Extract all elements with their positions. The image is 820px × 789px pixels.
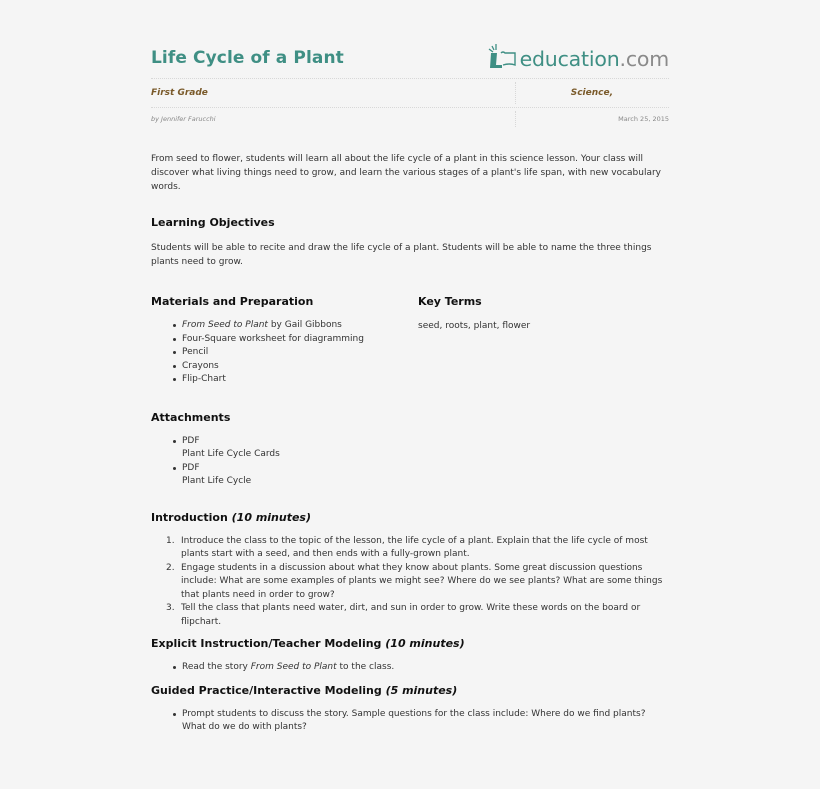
materials-list	[151, 319, 418, 387]
duration-label: (10 minutes)	[385, 637, 465, 650]
heading-text: Guided Practice/Interactive Modeling	[151, 683, 382, 697]
attachment-link[interactable]: Plant Life Cycle	[182, 476, 252, 486]
guided-practice-list	[151, 708, 669, 735]
step-text: Tell the class that plants need water, dirt, and sun in order to grow. Write these words on the board or flipchart.	[181, 603, 641, 627]
duration-label: (5 minutes)	[385, 683, 458, 697]
step-text: Engage students in a discussion about what they know about plants. Some great discussion questions include: What are some examples of plants we might see? Where do we see plants? What are some things that plants need in order to grow?	[181, 562, 663, 600]
materials-heading: Materials and Preparation	[151, 295, 314, 308]
list-item	[173, 708, 669, 735]
date-label: March 25, 2015	[618, 115, 669, 123]
explicit-instruction-list	[151, 661, 669, 675]
step-number: 3.	[166, 603, 175, 613]
key-terms-heading: Key Terms	[418, 295, 482, 308]
page-title: Life Cycle of a Plant	[151, 48, 344, 68]
materials-column	[151, 295, 418, 387]
logo-tld: .com	[619, 47, 669, 71]
attachment-link[interactable]: Plant Life Cycle Cards	[182, 449, 280, 459]
education-com-logo[interactable]	[488, 43, 669, 71]
divider	[515, 82, 516, 104]
attachment-item[interactable]	[173, 435, 669, 462]
materials-keyterms-section	[151, 295, 669, 387]
item-text: Four-Square worksheet for diagramming	[182, 333, 364, 344]
item-text: Crayons	[182, 360, 219, 371]
item-text: Read the story	[182, 662, 251, 672]
meta-row-grade-subject	[151, 79, 669, 108]
attachment-type: PDF	[182, 435, 200, 446]
book-title: From Seed to Plant	[250, 662, 337, 672]
learning-objectives-text: Students will be able to recite and draw the life cycle of a plant. Students will be able to name the three things plants need to grow.	[151, 243, 652, 267]
item-text: to the class.	[336, 662, 395, 672]
attachments-heading: Attachments	[151, 410, 231, 424]
divider	[515, 111, 516, 127]
list-item	[173, 333, 418, 347]
list-item	[173, 319, 418, 333]
lesson-description: From seed to flower, students will learn all about the life cycle of a plant in this science lesson. Your class will discover what living things need to grow, and learn the various stages of a plant's life span, with new vocabulary words.	[151, 154, 662, 192]
list-item	[166, 535, 669, 562]
duration-label: (10 minutes)	[231, 510, 312, 524]
grade-label: First Grade	[151, 88, 208, 98]
lesson-plan-page	[151, 40, 669, 735]
heading-text: Explicit Instruction/Teacher Modeling	[151, 637, 382, 650]
learning-objectives-heading: Learning Objectives	[151, 216, 275, 229]
list-item	[173, 661, 669, 675]
logo-brand: education	[519, 47, 620, 71]
book-title: From Seed to Plant	[182, 320, 268, 330]
item-text: Flip-Chart	[182, 374, 226, 384]
key-terms-text: seed, roots, plant, flower	[418, 321, 531, 331]
list-item	[166, 562, 669, 603]
item-text: Prompt students to discuss the story. Sample questions for the class include: Where do we find plants? What do we do with plants?	[182, 708, 646, 732]
guided-practice-heading	[151, 684, 669, 697]
step-text: Introduce the class to the topic of the lesson, the life cycle of a plant. Explain that the life cycle of most plants start with a seed, and then ends with a fully-grown plant.	[181, 535, 648, 559]
meta-row-author-date	[151, 108, 669, 130]
book-person-logo-icon	[488, 43, 518, 69]
explicit-instruction-heading	[151, 637, 669, 650]
key-terms-column	[418, 295, 530, 387]
list-item	[173, 373, 418, 387]
attachments-list	[151, 435, 669, 489]
attachment-type: PDF	[182, 462, 200, 473]
author-label: by Jennifer Farucchi	[151, 115, 216, 123]
list-item	[173, 360, 418, 374]
subject-label: Science,	[570, 88, 613, 98]
introduction-heading	[151, 511, 669, 524]
header	[151, 40, 669, 79]
attachment-item[interactable]	[173, 462, 669, 489]
introduction-steps	[151, 535, 669, 630]
step-number: 1.	[166, 535, 175, 546]
item-text: Pencil	[182, 347, 209, 357]
list-item	[166, 602, 669, 629]
heading-text: Introduction	[151, 510, 228, 524]
step-number: 2.	[166, 562, 175, 573]
list-item	[173, 346, 418, 360]
item-text: by Gail Gibbons	[267, 320, 342, 330]
